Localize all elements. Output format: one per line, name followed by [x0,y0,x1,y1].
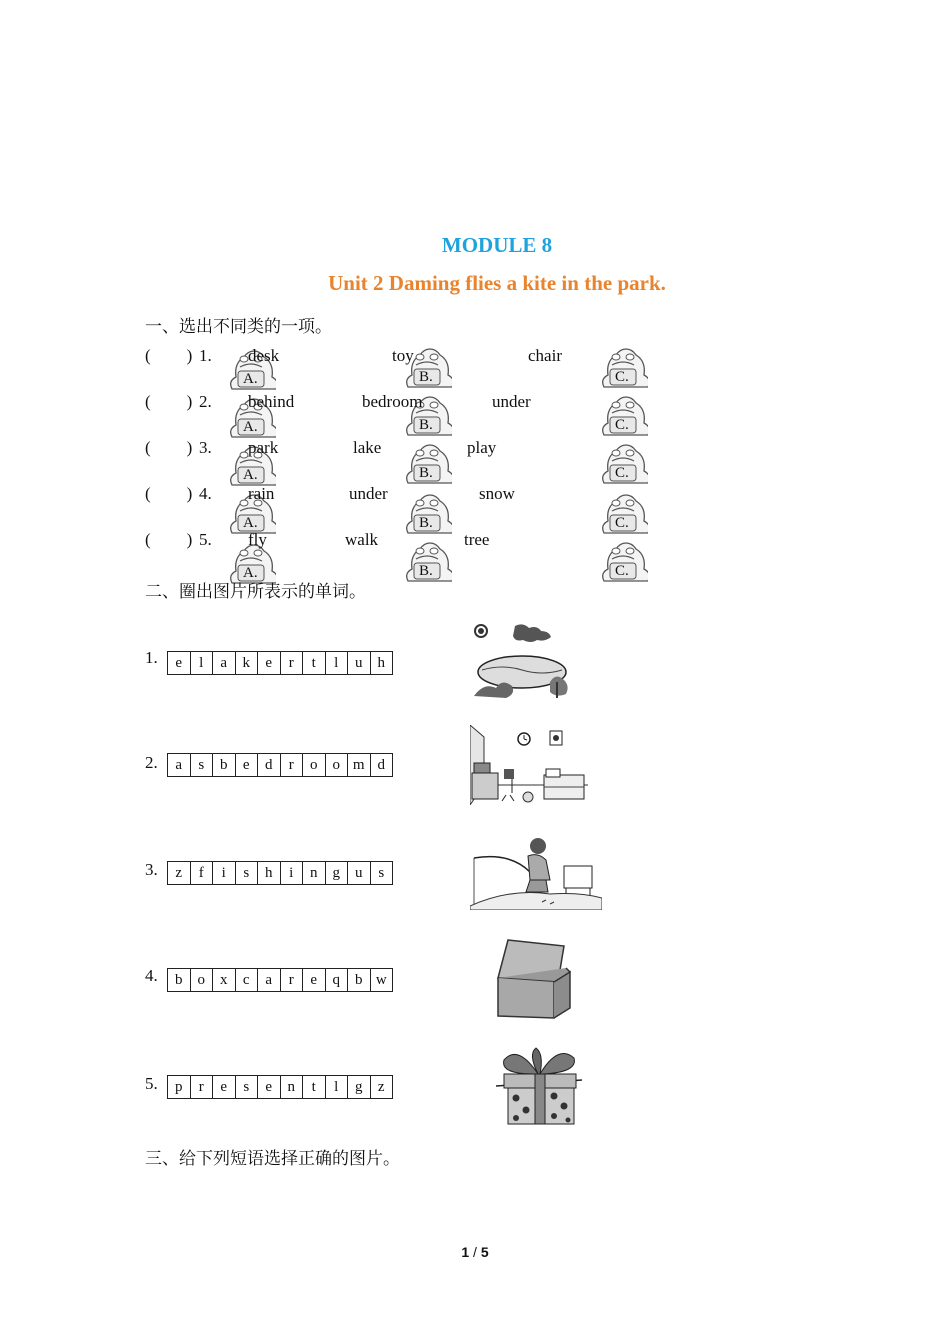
letter-cell[interactable]: t [303,652,326,674]
letter-cell[interactable]: z [168,862,191,884]
option-label: B. [419,369,433,385]
bedroom-image [470,725,588,805]
option-a-word[interactable]: park [248,438,279,457]
letter-cell[interactable]: e [258,1076,281,1098]
option-a-word[interactable]: fly [248,530,267,549]
letter-cell[interactable]: e [303,969,326,991]
letter-cell[interactable]: m [348,754,371,776]
question-number: 1. [199,346,212,365]
letter-cell[interactable]: d [258,754,281,776]
option-label: B. [419,563,433,579]
option-label: B. [419,465,433,481]
option-label: B. [419,515,433,531]
letter-cell[interactable]: o [303,754,326,776]
letter-grid [167,753,393,777]
letter-grid [167,968,393,992]
page-total: 5 [480,1244,489,1260]
option-b-word[interactable]: walk [345,530,379,549]
letter-cell[interactable]: l [326,652,349,674]
box-image [492,938,576,1020]
option-b-word[interactable]: lake [353,438,382,457]
option-label: A. [243,419,258,435]
letter-cell[interactable]: o [326,754,349,776]
letter-cell[interactable]: h [258,862,281,884]
option-a-word[interactable]: desk [248,346,280,365]
letter-cell[interactable]: n [303,862,326,884]
option-c-word[interactable]: under [492,392,531,411]
letter-cell[interactable]: s [236,1076,259,1098]
letter-cell[interactable]: g [348,1076,371,1098]
answer-blank[interactable]: ( ) [145,438,193,457]
module-title: MODULE 8 [441,233,553,257]
option-b-word[interactable]: toy [392,346,414,365]
letter-cell[interactable]: r [281,969,304,991]
letter-cell[interactable]: d [377,757,385,773]
answer-blank[interactable]: ( ) [145,346,193,365]
letter-grid [167,1075,393,1099]
letter-cell[interactable]: i [281,862,304,884]
option-label: A. [243,371,258,387]
letter-cell[interactable]: x [213,969,236,991]
unit-title: Unit 2 Daming flies a kite in the park. [328,271,666,295]
option-b-word[interactable]: bedroom [362,392,423,411]
letter-cell[interactable]: h [377,655,385,671]
letter-cell[interactable]: f [191,862,214,884]
letter-cell[interactable]: s [378,865,385,881]
option-label: C. [615,369,629,385]
option-label: C. [615,515,629,531]
letter-cell[interactable]: r [281,754,304,776]
letter-cell[interactable]: e [258,652,281,674]
question-number: 4. [199,484,212,503]
letter-cell[interactable]: o [191,969,214,991]
letter-grid [167,861,393,885]
option-label: A. [243,467,258,483]
answer-blank[interactable]: ( ) [145,484,193,503]
option-a-word[interactable]: rain [248,484,275,503]
letter-cell[interactable]: u [348,862,371,884]
option-label: A. [243,565,258,581]
letter-cell[interactable]: b [213,754,236,776]
letter-cell[interactable]: s [236,862,259,884]
letter-cell[interactable]: a [258,969,281,991]
option-b-word[interactable]: under [349,484,388,503]
page-separator: / [473,1244,477,1260]
letter-cell[interactable]: z [377,1079,385,1095]
item-number: 2. [145,753,158,772]
page-current: 1 [461,1244,470,1260]
question-number: 2. [199,392,212,411]
letter-cell[interactable]: e [236,754,259,776]
letter-cell[interactable]: r [281,652,304,674]
option-label: C. [615,465,629,481]
letter-cell[interactable]: k [236,652,259,674]
option-c-word[interactable]: play [467,438,497,457]
answer-blank[interactable]: ( ) [145,530,193,549]
letter-cell[interactable]: t [303,1076,326,1098]
letter-cell[interactable]: s [191,754,214,776]
page-number [0,1244,950,1260]
letter-cell[interactable]: r [191,1076,214,1098]
letter-grid [167,651,393,675]
item-number: 3. [145,860,158,879]
item-number: 4. [145,966,158,985]
option-label: C. [615,563,629,579]
letter-cell[interactable]: a [168,754,191,776]
item-number: 1. [145,648,158,667]
answer-blank[interactable]: ( ) [145,392,193,411]
letter-cell[interactable]: b [348,969,371,991]
option-a-word[interactable]: behind [248,392,295,411]
letter-cell[interactable]: c [236,969,259,991]
letter-cell[interactable]: b [168,969,191,991]
option-c-word[interactable]: snow [479,484,515,503]
lake-scene-image [470,620,576,702]
letter-cell[interactable]: p [168,1076,191,1098]
present-image [492,1044,586,1128]
question-number: 3. [199,438,212,457]
letter-cell[interactable]: q [326,969,349,991]
option-label: B. [419,417,433,433]
option-c-word[interactable]: tree [464,530,490,549]
option-label: A. [243,515,258,531]
letter-cell[interactable]: i [213,862,236,884]
letter-cell[interactable]: u [348,652,371,674]
section-1-title: 一、选出不同类的一项。 [145,317,332,337]
item-number: 5. [145,1074,158,1093]
section-2-title: 二、圈出图片所表示的单词。 [145,582,366,602]
section-3-title: 三、给下列短语选择正确的图片。 [145,1149,400,1169]
letter-cell[interactable]: n [281,1076,304,1098]
option-label: C. [615,417,629,433]
letter-cell[interactable]: a [213,652,236,674]
letter-cell[interactable]: w [375,972,387,988]
letter-cell[interactable]: g [326,862,349,884]
question-number: 5. [199,530,212,549]
letter-cell[interactable]: e [168,652,191,674]
fishing-image [470,832,602,910]
letter-cell[interactable]: e [213,1076,236,1098]
letter-cell[interactable]: l [191,652,214,674]
letter-cell[interactable]: l [326,1076,349,1098]
option-c-word[interactable]: chair [528,346,562,365]
